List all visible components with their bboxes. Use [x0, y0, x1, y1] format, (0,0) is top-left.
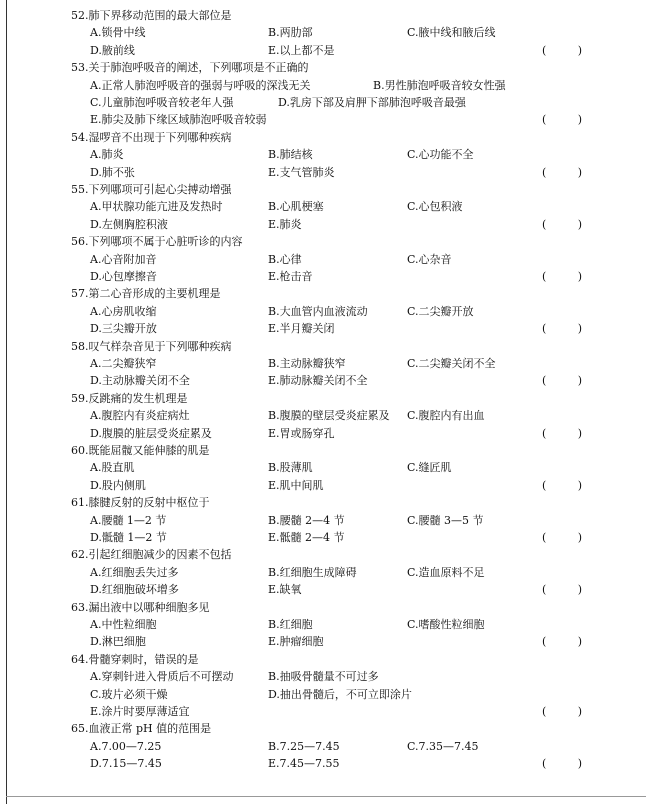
- question-text: 54.湿啰音不出现于下列哪种疾病: [71, 130, 232, 144]
- option-a: A.腰髓 1—2 节: [90, 513, 167, 527]
- option-row: [0, 216, 653, 233]
- option-b: E.以上都不是: [268, 43, 335, 57]
- option-b: B.腰髓 2—4 节: [268, 513, 345, 527]
- question-text: 60.既能屈髋又能伸膝的肌是: [71, 444, 210, 457]
- option-a: D.7.15—7.45: [90, 757, 162, 771]
- paren-open: (: [542, 270, 547, 283]
- option-b: E.肿瘤细胞: [268, 635, 324, 649]
- question-text: 65.血液正常 pH 值的范围是: [71, 722, 212, 736]
- option-b: B.肺结核: [268, 148, 313, 162]
- option-b: E.枪击音: [268, 270, 313, 283]
- option-b: B.红细胞: [268, 618, 313, 631]
- question-text: 62.引起红细胞减少的因素不包括: [71, 548, 232, 562]
- option-c: C.二尖瓣关闭不全: [407, 357, 496, 370]
- answer-blank[interactable]: [542, 216, 582, 233]
- option-c: C.心杂音: [407, 252, 452, 266]
- paren-close: ): [577, 635, 582, 649]
- option-c: C.腋中线和腋后线: [407, 26, 496, 40]
- question-text: 58.叹气样杂音见于下列哪种疾病: [71, 339, 232, 353]
- option-row: [0, 42, 653, 59]
- option-a: C.玻片必须干燥: [90, 687, 168, 701]
- option-b: E.肺动脉瓣关闭不全: [268, 374, 368, 388]
- option-b: E.支气管肺炎: [268, 165, 335, 179]
- question-text: 55.下列哪项可引起心尖搏动增强: [71, 183, 232, 196]
- answer-blank[interactable]: [542, 164, 582, 181]
- option-a: D.心包摩擦音: [90, 270, 157, 283]
- option-c: C.7.35—7.45: [407, 739, 479, 753]
- paren-open: (: [542, 322, 547, 336]
- option-c: C.腰髓 3—5 节: [407, 513, 484, 527]
- option-row: [0, 686, 653, 703]
- question-stem: [0, 233, 653, 250]
- answer-blank[interactable]: [542, 703, 582, 720]
- option-a: A.正常人肺泡呼吸音的强弱与呼吸的深浅无关: [90, 78, 311, 92]
- option-a: A.二尖瓣狭窄: [90, 357, 157, 370]
- answer-blank[interactable]: [542, 755, 582, 772]
- option-b: D.抽出骨髓后，不可立即涂片: [268, 687, 412, 701]
- option-b: E.胃或肠穿孔: [268, 426, 335, 440]
- paren-open: (: [542, 583, 547, 597]
- option-a: A.肺炎: [90, 148, 124, 162]
- paren-close: ): [577, 270, 582, 283]
- paren-open: (: [542, 426, 547, 440]
- option-row: [0, 94, 653, 111]
- option-row: [0, 581, 653, 598]
- option-row: [0, 703, 653, 720]
- option-row: [0, 111, 653, 128]
- option-row: [0, 372, 653, 389]
- answer-blank[interactable]: [542, 477, 582, 494]
- bottom-rule: [6, 796, 646, 797]
- option-a: A.穿刺针进入骨质后不可摆动: [90, 670, 234, 684]
- option-c: C.心功能不全: [407, 148, 474, 162]
- paren-open: (: [542, 478, 547, 492]
- option-a: D.骶髓 1—2 节: [90, 531, 167, 544]
- answer-blank[interactable]: [542, 372, 582, 389]
- question-stem: [0, 129, 653, 146]
- question-stem: [0, 7, 653, 24]
- answer-blank[interactable]: [542, 268, 582, 285]
- paren-close: ): [577, 374, 582, 388]
- paren-close: ): [577, 478, 582, 492]
- answer-blank[interactable]: [542, 529, 582, 546]
- option-row: [0, 755, 653, 772]
- question-text: 57.第二心音形成的主要机理是: [71, 287, 221, 301]
- paren-open: (: [542, 113, 547, 127]
- question-text: 64.骨髓穿刺时，错误的是: [71, 652, 199, 666]
- answer-blank[interactable]: [542, 425, 582, 442]
- paren-close: ): [577, 43, 582, 57]
- option-row: [0, 529, 653, 546]
- option-b: B.股薄肌: [268, 461, 313, 475]
- question-stem: [0, 651, 653, 668]
- option-row: [0, 320, 653, 337]
- option-a: A.心音附加音: [90, 252, 157, 266]
- option-b: E.肺炎: [268, 217, 302, 231]
- option-a: D.股内侧肌: [90, 478, 146, 492]
- question-stem: [0, 181, 653, 198]
- option-c: C.腹腔内有出血: [407, 409, 485, 423]
- option-row: [0, 459, 653, 476]
- paren-close: ): [577, 705, 582, 718]
- option-row: [0, 564, 653, 581]
- option-c: C.造血原料不足: [407, 565, 485, 579]
- paren-open: (: [542, 705, 547, 718]
- option-b: B.男性肺泡呼吸音较女性强: [373, 78, 506, 92]
- option-c: C.二尖瓣开放: [407, 304, 474, 318]
- option-a: E.肺尖及肺下缘区域肺泡呼吸音较弱: [90, 113, 267, 127]
- option-row: [0, 198, 653, 215]
- option-b: B.腹膜的壁层受炎症累及: [268, 409, 390, 423]
- option-b: B.7.25—7.45: [268, 739, 340, 753]
- question-stem: [0, 390, 653, 407]
- question-stem: [0, 494, 653, 511]
- option-b: B.抽吸骨髓量不可过多: [268, 670, 379, 684]
- option-b: B.大血管内血液流动: [268, 304, 368, 318]
- option-a: C.儿童肺泡呼吸音较老年人强: [90, 96, 234, 109]
- option-a: D.腹膜的脏层受炎症累及: [90, 426, 212, 440]
- option-a: A.心房肌收缩: [90, 304, 157, 318]
- paren-close: ): [577, 322, 582, 336]
- option-row: [0, 407, 653, 424]
- paren-close: ): [577, 757, 582, 771]
- option-b: E.缺氧: [268, 583, 302, 597]
- paren-close: ): [577, 165, 582, 179]
- option-row: [0, 268, 653, 285]
- option-b: B.心律: [268, 252, 302, 266]
- paren-close: ): [577, 217, 582, 231]
- option-b: B.主动脉瓣狭窄: [268, 357, 346, 370]
- question-stem: [0, 599, 653, 616]
- option-row: [0, 738, 653, 755]
- paren-open: (: [542, 531, 547, 544]
- option-row: [0, 77, 653, 94]
- question-text: 63.漏出液中以哪种细胞多见: [71, 600, 210, 614]
- answer-blank[interactable]: [542, 320, 582, 337]
- option-row: [0, 633, 653, 650]
- option-a: A.甲状腺功能亢进及发热时: [90, 200, 223, 214]
- option-a: D.左侧胸腔积液: [90, 217, 168, 231]
- option-b: E.半月瓣关闭: [268, 322, 335, 336]
- option-row: [0, 668, 653, 685]
- option-row: [0, 616, 653, 633]
- option-a: A.7.00—7.25: [90, 739, 162, 753]
- option-a: D.红细胞破坏增多: [90, 583, 179, 597]
- answer-blank[interactable]: [542, 581, 582, 598]
- option-b: E.7.45—7.55: [268, 757, 340, 771]
- paren-open: (: [542, 757, 547, 771]
- option-row: [0, 303, 653, 320]
- option-row: [0, 251, 653, 268]
- option-row: [0, 355, 653, 372]
- option-row: [0, 512, 653, 529]
- question-text: 56.下列哪项不属于心脏听诊的内容: [71, 235, 243, 249]
- option-row: [0, 477, 653, 494]
- option-a: E.涂片时要厚薄适宜: [90, 705, 190, 718]
- option-row: [0, 24, 653, 41]
- option-a: D.三尖瓣开放: [90, 322, 157, 336]
- option-a: A.股直肌: [90, 461, 135, 475]
- option-a: A.红细胞丢失过多: [90, 565, 179, 579]
- paren-open: (: [542, 43, 547, 57]
- option-b: E.肌中间肌: [268, 478, 324, 492]
- answer-blank[interactable]: [542, 633, 582, 650]
- option-a: A.锁骨中线: [90, 26, 146, 40]
- option-a: A.腹腔内有炎症病灶: [90, 409, 190, 423]
- option-b: E.骶髓 2—4 节: [268, 531, 345, 544]
- question-text: 59.反跳痛的发生机理是: [71, 391, 188, 405]
- option-c: C.嗜酸性粒细胞: [407, 618, 485, 631]
- option-c: C.缝匠肌: [407, 461, 452, 475]
- question-stem: [0, 720, 653, 737]
- option-a: A.中性粒细胞: [90, 618, 157, 631]
- question-stem: [0, 546, 653, 563]
- paren-open: (: [542, 374, 547, 388]
- paren-open: (: [542, 165, 547, 179]
- option-b: D.乳房下部及肩胛下部肺泡呼吸音最强: [278, 96, 466, 109]
- question-text: 61.膝腱反射的反射中枢位于: [71, 496, 210, 510]
- option-b: B.红细胞生成障碍: [268, 565, 357, 579]
- option-a: D.淋巴细胞: [90, 635, 146, 649]
- answer-blank[interactable]: [542, 42, 582, 59]
- question-stem: [0, 285, 653, 302]
- question-stem: [0, 338, 653, 355]
- paren-close: ): [577, 531, 582, 544]
- option-a: D.肺不张: [90, 165, 135, 179]
- paren-close: ): [577, 583, 582, 597]
- question-stem: [0, 442, 653, 459]
- question-text: 52.肺下界移动范围的最大部位是: [71, 9, 232, 22]
- answer-blank[interactable]: [542, 111, 582, 128]
- paren-open: (: [542, 217, 547, 231]
- paren-close: ): [577, 113, 582, 127]
- option-c: C.心包积液: [407, 200, 463, 214]
- option-row: [0, 146, 653, 163]
- option-b: B.两肋部: [268, 26, 313, 40]
- option-b: B.心肌梗塞: [268, 200, 324, 214]
- question-text: 53.关于肺泡呼吸音的阐述，下列哪项是不正确的: [71, 61, 309, 75]
- option-row: [0, 425, 653, 442]
- option-a: D.主动脉瓣关闭不全: [90, 374, 190, 388]
- option-a: D.腋前线: [90, 43, 135, 57]
- paren-close: ): [577, 426, 582, 440]
- paren-open: (: [542, 635, 547, 649]
- question-stem: [0, 59, 653, 76]
- option-row: [0, 164, 653, 181]
